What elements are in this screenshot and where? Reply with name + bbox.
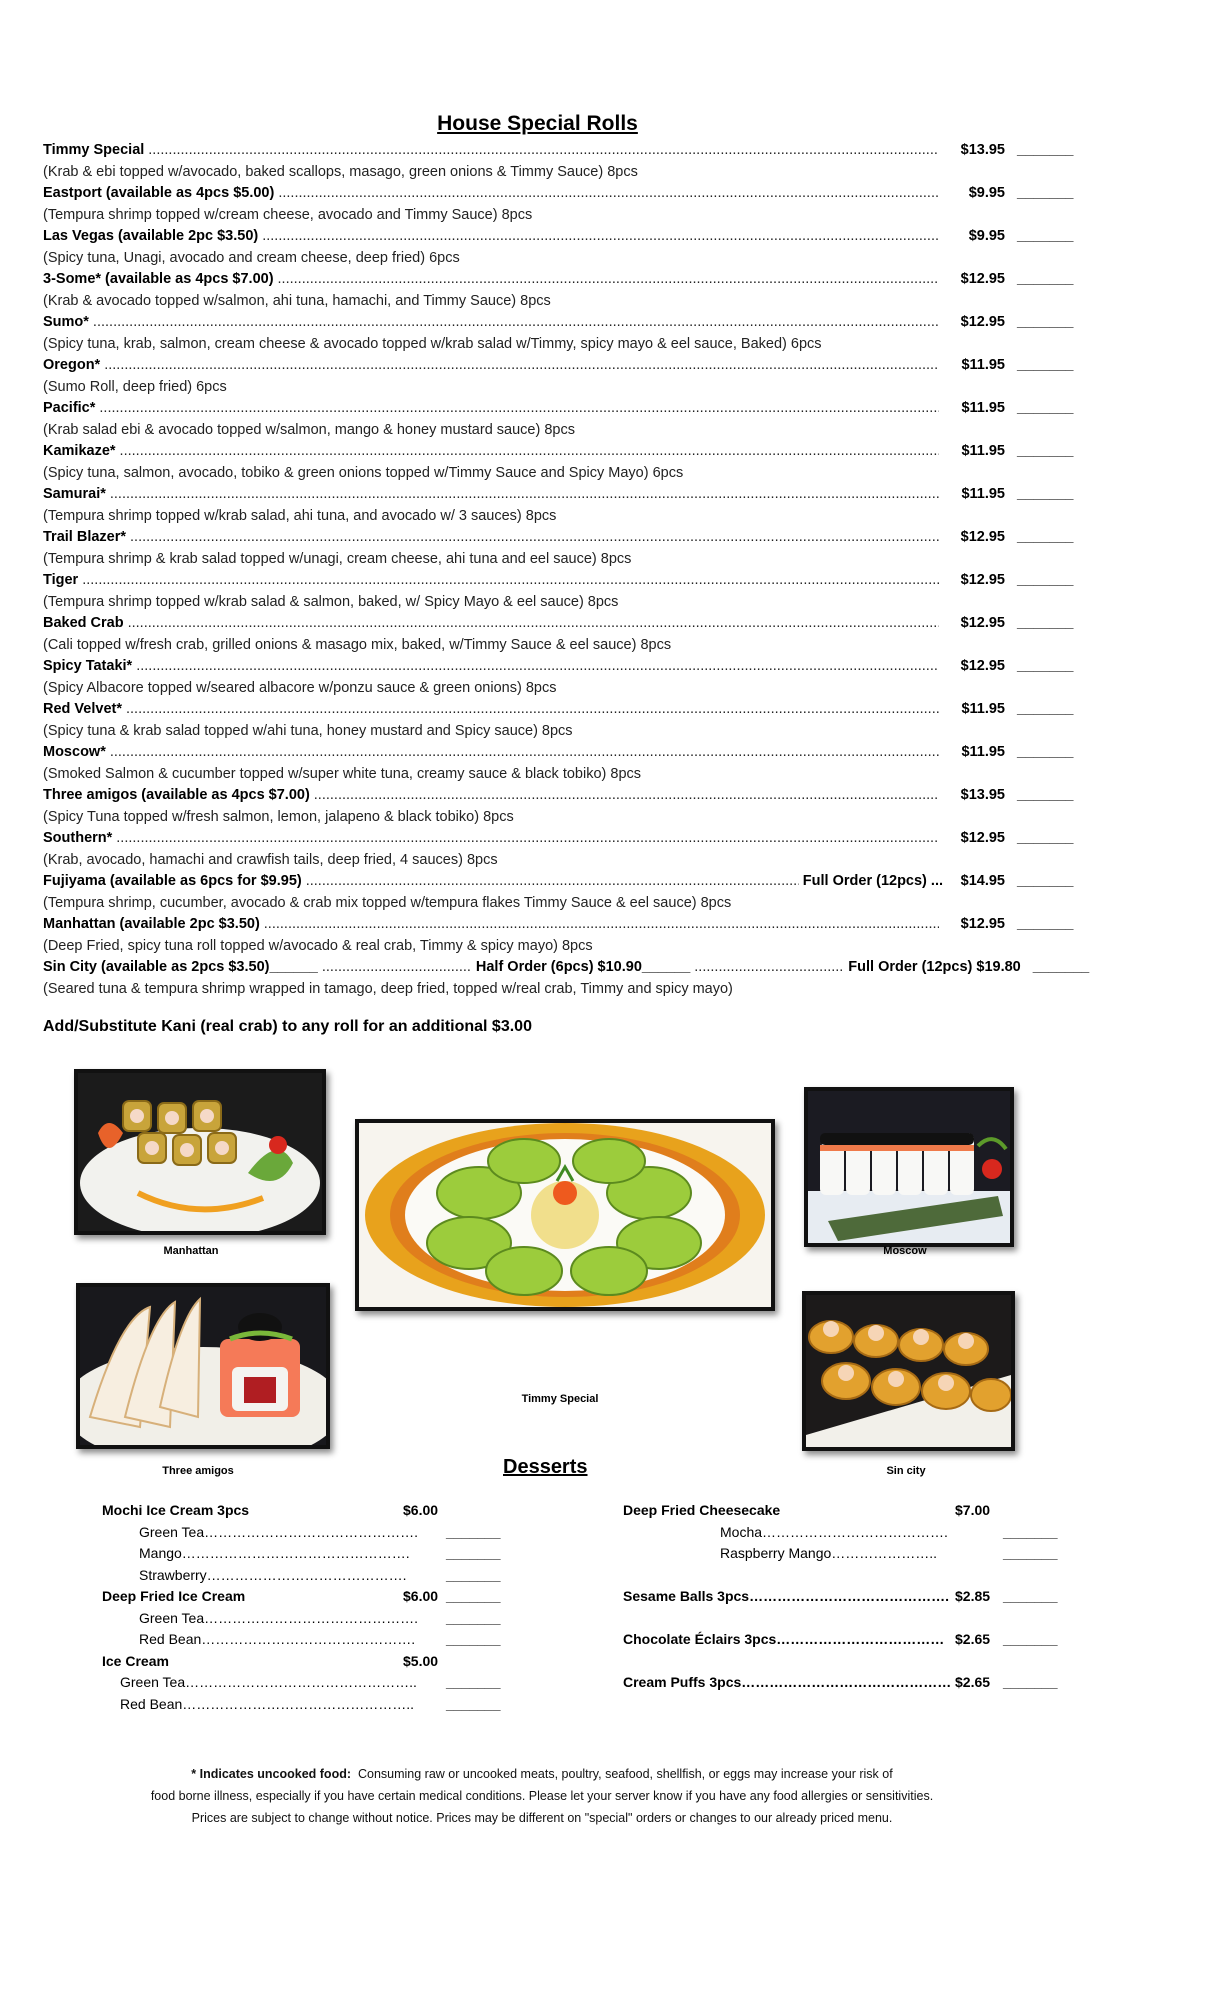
roll-name: Baked Crab [43,615,124,631]
dessert-row [102,1651,522,1673]
dessert-row [102,1500,522,1522]
quantity-blank: _______ [1017,400,1074,416]
dessert-name: Deep Fried Cheesecake [623,1502,781,1518]
roll-name: Fujiyama (available as 6pcs for $9.95) [43,873,302,889]
quantity-blank: _______ [1017,529,1074,545]
quantity-blank: _______ [1017,658,1074,674]
leader-dots [278,269,939,291]
quantity-blank: _______ [446,1609,501,1626]
add-kani-note: Add/Substitute Kani (real crab) to any roll for an additional $3.00 [43,1018,532,1035]
roll-name: Sumo* [43,314,89,330]
roll-row [43,828,1083,850]
dessert-name: Cream Puffs 3pcs……………………………………… [623,1674,952,1690]
timmy-special-photo [355,1119,775,1311]
roll-description: (Sumo Roll, deep fried) 6pcs [43,378,227,395]
roll-price: $11.95 [961,486,1005,502]
roll-description: (Seared tuna & tempura shrimp wrapped in tamago, deep fried, topped w/real crab, Timmy and spicy mayo) [43,980,733,997]
dessert-name: Ice Cream [102,1652,169,1669]
dessert-name: Chocolate Éclairs 3pcs……………………………… [623,1631,945,1647]
desserts-right-column [623,1500,1083,1694]
manhattan-photo [74,1069,326,1235]
roll-description: (Cali topped w/fresh crab, grilled onions & masago mix, baked, w/Timmy Sauce & eel sauce) 8pcs [43,636,672,653]
roll-description: (Tempura shrimp topped w/krab salad & salmon, baked, w/ Spicy Mayo & eel sauce) 8pcs [43,593,619,610]
roll-price: $11.95 [961,357,1005,373]
full-order-label: Full Order (12pcs) $19.80 [848,959,1021,975]
quantity-blank: _______ [1017,185,1074,201]
quantity-blank: _______ [1003,1523,1058,1540]
roll-name: Las Vegas (available 2pc $3.50) [43,228,259,244]
leader-dots [262,226,939,248]
leader-dots [314,785,939,807]
roll-row [43,871,1083,893]
leader-dots [694,957,844,979]
dessert-row [623,1651,1083,1673]
roll-description: (Krab & ebi topped w/avocado, baked scallops, masago, green onions & Timmy Sauce) 8pcs [43,163,638,180]
leader-dots [93,312,939,334]
dessert-row [623,1629,1083,1651]
roll-row [43,742,1083,764]
roll-row [43,441,1083,463]
dessert-row [623,1586,1083,1608]
quantity-blank: _______ [1017,357,1074,373]
footer-line-1-text: Consuming raw or uncooked meats, poultry, seafood, shellfish, or eggs may increase your risk of [357,1767,893,1781]
dessert-row [102,1565,522,1587]
quantity-blank: _______ [446,1674,501,1690]
roll-description: (Spicy Tuna topped w/fresh salmon, lemon, jalapeno & black tobiko) 8pcs [43,808,514,825]
footer-disclaimer [0,1763,1084,1829]
dessert-name: Raspberry Mango………………….. [720,1545,938,1561]
roll-price: $14.95 [960,873,1005,889]
roll-row [43,183,1083,205]
roll-name: Eastport (available as 4pcs $5.00) [43,185,275,201]
leader-dots [128,613,939,635]
roll-name: Timmy Special [43,142,145,158]
quantity-blank: _______ [446,1588,501,1604]
quantity-blank: _______ [1017,744,1074,760]
quantity-blank: _______ [1003,1631,1058,1647]
roll-row [43,355,1083,377]
leader-dots [116,828,939,850]
roll-description: (Smoked Salmon & cucumber topped w/super white tuna, creamy sauce & black tobiko) 8pcs [43,765,642,782]
half-order-label: Half Order (6pcs) $10.90______ [475,959,691,975]
quantity-blank: _______ [446,1545,501,1561]
dessert-price: $6.00 [403,1502,439,1518]
roll-description: (Spicy tuna, Unagi, avocado and cream cheese, deep fried) 6pcs [43,249,460,266]
roll-price: $12.95 [960,314,1005,330]
roll-price: $9.95 [968,185,1005,201]
roll-row [43,699,1083,721]
roll-description: (Tempura shrimp, cucumber, avocado & crab mix topped w/tempura flakes Timmy Sauce & eel sauce) 8pcs [43,894,732,911]
quantity-blank: _______ [1017,615,1074,631]
dessert-row [102,1672,522,1694]
moscow-caption: Moscow [883,1245,927,1257]
roll-price: $13.95 [960,787,1005,803]
dessert-name: Red Bean………………………………………. [139,1631,416,1647]
roll-name: 3-Some* (available as 4pcs $7.00) [43,271,274,287]
roll-name: Three amigos (available as 4pcs $7.00) [43,787,310,803]
quantity-blank: _______ [446,1523,501,1540]
quantity-blank: _______ [1003,1674,1058,1690]
quantity-blank: _______ [1003,1588,1058,1604]
roll-price: $12.95 [960,658,1005,674]
dessert-name: Mochi Ice Cream 3pcs [102,1502,250,1518]
leader-dots [278,183,939,205]
three-amigos-photo [76,1283,330,1449]
roll-description: (Spicy Albacore topped w/seared albacore w/ponzu sauce & green onions) 8pcs [43,679,557,696]
footer-line-1 [0,1763,1084,1785]
manhattan-caption: Manhattan [163,1245,219,1257]
roll-description: (Krab salad ebi & avocado topped w/salmon, mango & honey mustard sauce) 8pcs [43,421,575,438]
footer-line-2: food borne illness, especially if you have certain medical conditions. Please let your server know if you have any food allergies or sensitivities. [150,1789,934,1803]
roll-description: (Krab, avocado, hamachi and crawfish tails, deep fried, 4 sauces) 8pcs [43,851,498,868]
dessert-row [102,1522,522,1544]
dessert-name: Red Bean………………………………………….. [120,1695,415,1712]
roll-row [43,656,1083,678]
dessert-name: Green Tea………………………………………. [139,1609,419,1626]
roll-name: Southern* [43,830,113,846]
roll-name: Kamikaze* [43,443,116,459]
leader-dots [120,441,939,463]
dessert-row [623,1543,1083,1565]
leader-dots [99,398,939,420]
roll-name: Manhattan (available 2pc $3.50) [43,916,260,932]
roll-name: Pacific* [43,400,96,416]
quantity-blank: _______ [446,1631,501,1647]
sin-city-caption: Sin city [886,1465,926,1477]
roll-row [43,613,1083,635]
dessert-price: $2.65 [955,1674,991,1690]
quantity-blank: _______ [1017,228,1074,244]
dessert-row [623,1522,1083,1544]
uncooked-food-label: * Indicates uncooked food: [191,1767,352,1781]
roll-description: (Spicy tuna, krab, salmon, cream cheese & avocado topped w/krab salad w/Timmy, spicy mayo & eel sauce, Baked) 6pcs [43,335,822,352]
dessert-name: Mango…………………………………………. [139,1545,410,1561]
roll-name: Spicy Tataki* [43,658,133,674]
dessert-row [623,1565,1083,1587]
roll-description: (Deep Fried, spicy tuna roll topped w/avocado & real crab, Timmy & spicy mayo) 8pcs [43,937,593,954]
full-order-label: Full Order (12pcs) ... [802,873,943,889]
roll-name: Moscow* [43,744,106,760]
leader-dots [322,957,472,979]
desserts-left-column [102,1500,522,1715]
quantity-blank: _______ [1017,142,1074,158]
quantity-blank: _______ [1017,486,1074,502]
leader-dots [126,699,939,721]
dessert-name: Green Tea………………………………………. [139,1523,419,1540]
dessert-row [102,1543,522,1565]
roll-name: Tiger [43,572,79,588]
roll-row [43,527,1083,549]
dessert-row [623,1672,1083,1694]
dessert-row [623,1608,1083,1630]
roll-description: (Tempura shrimp topped w/cream cheese, avocado and Timmy Sauce) 8pcs [43,206,533,223]
desserts-title: Desserts [503,1456,588,1478]
quantity-blank: _______ [1017,873,1074,889]
dessert-row [623,1500,1083,1522]
rolls-list [43,140,1090,1000]
leader-dots [104,355,939,377]
quantity-blank: _______ [446,1695,501,1712]
roll-price: $12.95 [960,271,1005,287]
leader-dots [82,570,939,592]
roll-row [43,140,1083,162]
roll-row [43,484,1083,506]
leader-dots [136,656,939,678]
roll-row [43,312,1083,334]
roll-price: $11.95 [961,744,1005,760]
quantity-blank: _______ [1017,701,1074,717]
three-amigos-caption: Three amigos [162,1465,234,1477]
quantity-blank: _______ [1017,830,1074,846]
quantity-blank: _______ [446,1566,501,1583]
leader-dots [110,484,939,506]
roll-row [43,226,1083,248]
quantity-blank: _______ [1017,916,1074,932]
roll-description: (Krab & avocado topped w/salmon, ahi tuna, hamachi, and Timmy Sauce) 8pcs [43,292,551,309]
dessert-row [102,1629,522,1651]
roll-row-sin-city [43,957,1090,979]
quantity-blank: _______ [1017,314,1074,330]
dessert-row [102,1694,522,1716]
roll-name: Samurai* [43,486,106,502]
roll-description: (Spicy tuna & krab salad topped w/ahi tuna, honey mustard and Spicy sauce) 8pcs [43,722,573,739]
roll-price: $11.95 [961,400,1005,416]
dessert-price: $7.00 [955,1502,991,1518]
dessert-row [102,1586,522,1608]
roll-row [43,269,1083,291]
quantity-blank: _______ [1003,1545,1058,1561]
leader-dots [148,140,939,162]
dessert-name: Deep Fried Ice Cream [102,1588,246,1604]
roll-price: $12.95 [960,529,1005,545]
roll-price: $11.95 [961,443,1005,459]
roll-price: $12.95 [960,830,1005,846]
roll-price: $12.95 [960,916,1005,932]
roll-description: (Tempura shrimp & krab salad topped w/unagi, cream cheese, ahi tuna and eel sauce) 8pcs [43,550,632,567]
dessert-name: Green Tea………………………………………….. [120,1674,417,1690]
dessert-row [102,1608,522,1630]
roll-price: $12.95 [960,572,1005,588]
leader-dots [130,527,939,549]
roll-price: $12.95 [960,615,1005,631]
roll-row [43,914,1083,936]
dessert-price: $5.00 [403,1652,439,1669]
quantity-blank: _______ [1017,572,1074,588]
quantity-blank: _______ [1017,443,1074,459]
dessert-price: $6.00 [403,1588,439,1604]
roll-row [43,785,1083,807]
roll-price: $11.95 [961,701,1005,717]
leader-dots [306,871,799,893]
roll-name: Sin City (available as 2pcs $3.50)______ [43,959,318,975]
dessert-name: Sesame Balls 3pcs……………………………………. [623,1588,949,1604]
dessert-name: Mocha…………………………………. [720,1523,948,1540]
menu-title: House Special Rolls [437,112,638,135]
dessert-price: $2.85 [955,1588,991,1604]
roll-description: (Tempura shrimp topped w/krab salad, ahi tuna, and avocado w/ 3 sauces) 8pcs [43,507,557,524]
quantity-blank: _______ [1032,959,1090,975]
roll-description: (Spicy tuna, salmon, avocado, tobiko & green onions topped w/Timmy Sauce and Spicy Mayo) 6pcs [43,464,684,481]
roll-price: $13.95 [960,142,1005,158]
dessert-name: Strawberry……………………………………. [139,1566,407,1583]
roll-price: $9.95 [968,228,1005,244]
leader-dots [110,742,939,764]
footer-line-3: Prices are subject to change without notice. Prices may be different on "special" orders or changes to our already priced menu. [191,1811,893,1825]
sin-city-photo [802,1291,1015,1451]
roll-name: Trail Blazer* [43,529,127,545]
roll-row [43,398,1083,420]
roll-name: Red Velvet* [43,701,122,717]
roll-name: Oregon* [43,357,101,373]
timmy-special-caption: Timmy Special [521,1393,599,1405]
leader-dots [264,914,939,936]
dessert-price: $2.65 [955,1631,991,1647]
quantity-blank: _______ [1017,787,1074,803]
quantity-blank: _______ [1017,271,1074,287]
roll-row [43,570,1083,592]
moscow-photo [804,1087,1014,1247]
